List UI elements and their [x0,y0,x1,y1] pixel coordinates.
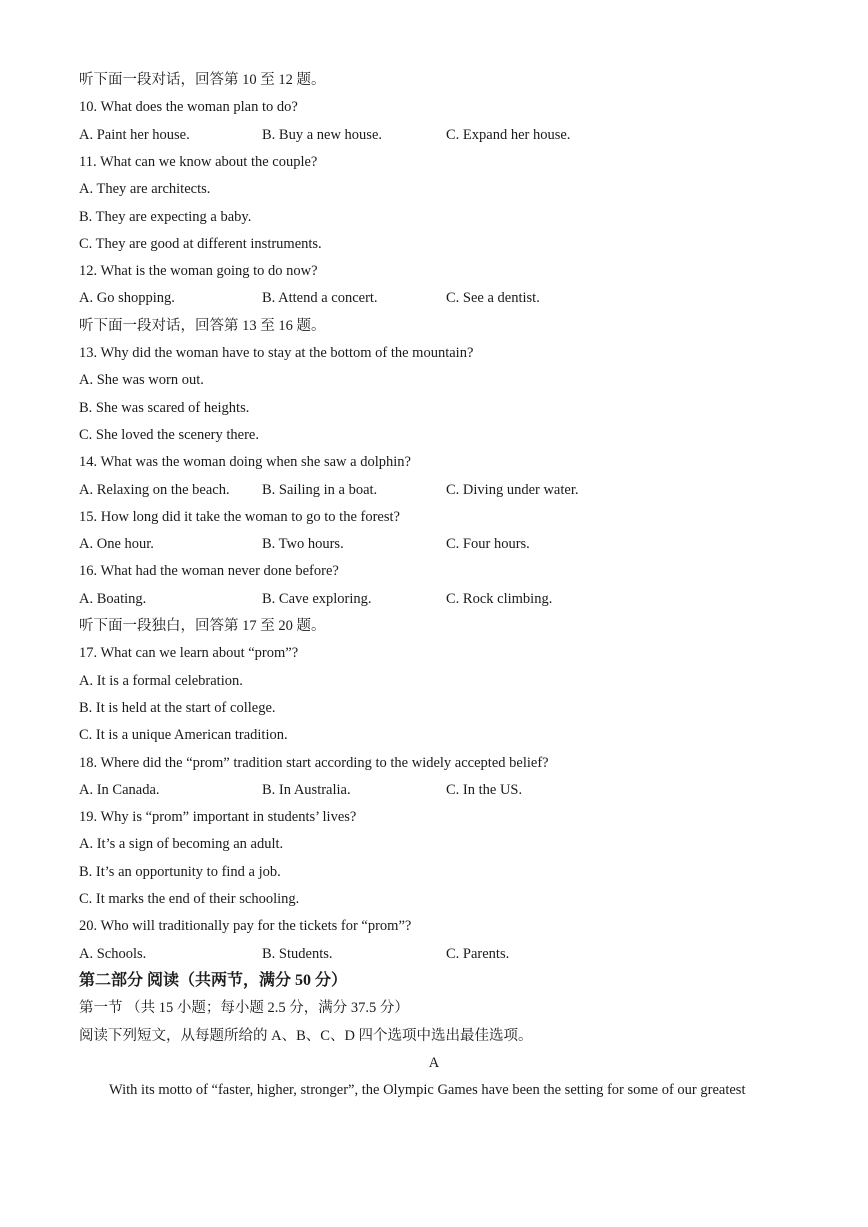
question-text: 12. What is the woman going to do now? [79,263,318,280]
passage-label: A [428,1054,440,1071]
text-line: B. It’s an opportunity to find a job. [79,863,281,880]
text-line: A. It is a formal celebration. [79,672,243,689]
text-line: A. They are architects. [79,181,211,198]
answer-option: B. Attend a concert. [262,290,378,307]
answer-option: B. Buy a new house. [262,126,383,143]
question-text: 15. How long did it take the woman to go to the forest? [79,508,400,525]
text-line: B. She was scared of heights. [79,399,250,416]
text-line: 听下面一段对话，回答第 10 至 12 题。 [79,72,326,88]
section-heading: 第二部分 阅读（共两节，满分 50 分） [79,971,348,989]
text-line: C. It marks the end of their schooling. [79,891,300,907]
question-text: 20. Who will traditionally pay for the tickets for “prom”? [79,918,412,935]
text-line: C. It is a unique American tradition. [79,727,288,744]
answer-option: C. Parents. [446,945,510,962]
answer-option: A. In Canada. [79,781,160,798]
text-line: A. It’s a sign of becoming an adult. [79,836,284,853]
question-text: 13. Why did the woman have to stay at the bottom of the mountain? [79,345,474,361]
question-text: 11. What can we know about the couple? [79,153,318,170]
text-line: A. She was worn out. [79,372,204,389]
answer-option: C. Expand her house. [446,126,571,143]
text-line: B. It is held at the start of college. [79,699,276,716]
text-line: 听下面一段对话，回答第 13 至 16 题。 [79,317,326,334]
question-text: 18. Where did the “prom” tradition start according to the widely accepted belief? [79,754,549,771]
answer-option: C. Rock climbing. [446,590,553,607]
answer-option: C. Diving under water. [446,481,579,498]
answer-option: A. Relaxing on the beach. [79,481,230,498]
text-line: C. She loved the scenery there. [79,426,259,443]
answer-option: A. Boating. [79,590,147,607]
passage-text: With its motto of “faster, higher, stronger”, the Olympic Games have been the setting for some of our greatest [109,1082,746,1099]
text-line: 阅读下列短文，从每题所给的 A、B、C、D 四个选项中选出最佳选项。 [79,1027,533,1044]
answer-option: A. One hour. [79,536,154,553]
answer-option: B. Sailing in a boat. [262,481,378,498]
answer-option: B. Students. [262,945,333,962]
text-line: C. They are good at different instruments. [79,235,322,252]
question-text: 16. What had the woman never done before? [79,563,339,580]
text-line: 第一节 （共 15 小题；每小题 2.5 分，满分 37.5 分） [79,1000,409,1017]
answer-option: B. Cave exploring. [262,590,372,607]
answer-option: A. Go shopping. [79,290,175,307]
answer-option: B. In Australia. [262,781,351,798]
text-line: B. They are expecting a baby. [79,208,252,225]
question-text: 19. Why is “prom” important in students’ lives? [79,809,357,826]
question-text: 14. What was the woman doing when she saw a dolphin? [79,454,411,471]
answer-option: C. Four hours. [446,536,530,553]
question-text: 17. What can we learn about “prom”? [79,645,299,662]
answer-option: B. Two hours. [262,536,344,553]
answer-option: C. See a dentist. [446,290,540,307]
text-line: 听下面一段独白，回答第 17 至 20 题。 [79,618,326,634]
answer-option: A. Schools. [79,945,147,962]
question-text: 10. What does the woman plan to do? [79,99,298,116]
answer-option: C. In the US. [446,781,523,798]
answer-option: A. Paint her house. [79,126,190,143]
